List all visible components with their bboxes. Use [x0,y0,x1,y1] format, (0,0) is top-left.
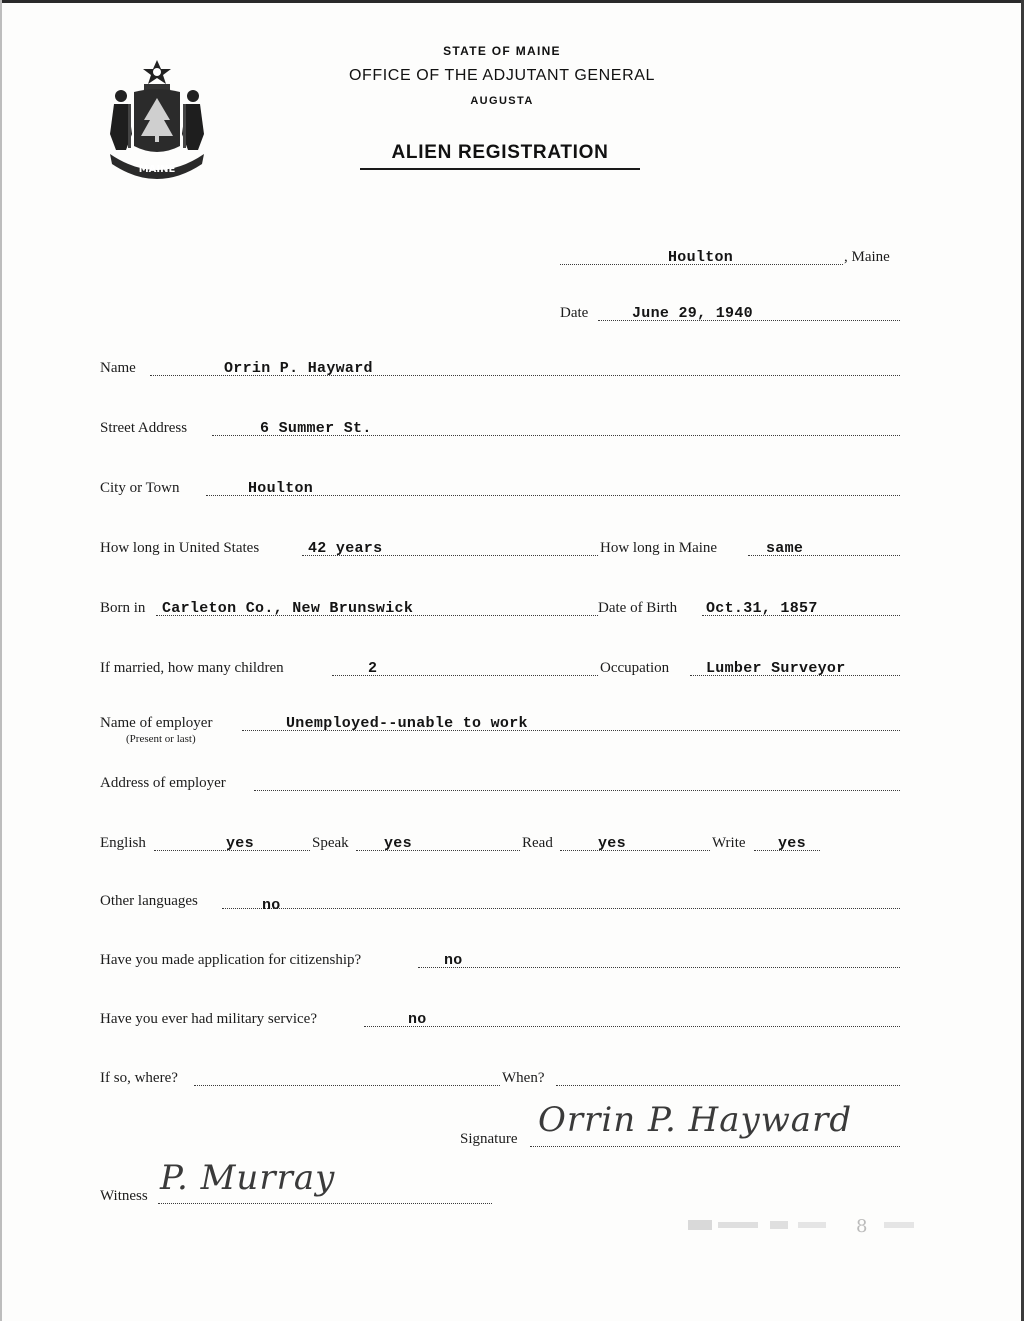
born-label: Born in [100,600,146,616]
employer-address-line [254,790,900,791]
city-row [100,475,900,501]
english-value: yes [226,835,254,852]
languages-line [222,908,900,909]
city-value: Houlton [248,480,314,497]
city-label: City or Town [100,480,180,496]
military-line [364,1026,900,1027]
occupation-label: Occupation [600,660,670,676]
read-value: yes [598,835,626,852]
citizenship-line [418,967,900,968]
when-label: When? [502,1070,545,1086]
seal-motto: MAINE [138,164,176,175]
write-label: Write [712,835,746,851]
family-row [100,655,900,681]
speak-label: Speak [312,835,349,851]
military-label: Have you ever had military service? [100,1011,317,1027]
employer-address-label: Address of employer [100,775,226,791]
witness-label: Witness [100,1188,148,1204]
dob-value: Oct.31, 1857 [706,600,818,617]
employer-label: Name of employer [100,715,213,731]
place-suffix: , Maine [844,249,890,265]
birth-row [100,595,900,621]
citizenship-value: no [444,952,463,969]
service-details-row [100,1065,900,1091]
english-row [100,830,900,856]
witness-signature: P. Murray [160,1158,336,1198]
languages-label: Other languages [100,893,198,909]
name-value: Orrin P. Hayward [224,360,373,377]
when-line [556,1085,900,1086]
children-value: 2 [368,660,378,677]
languages-value: no [262,897,281,914]
employer-sublabel: (Present or last) [126,733,196,745]
where-line [194,1085,500,1086]
speak-value: yes [384,835,412,852]
city-heading: AUGUSTA [470,95,534,107]
military-value: no [408,1011,427,1028]
read-label: Read [522,835,553,851]
maine-seal-icon [104,58,210,180]
witness-line [158,1203,492,1204]
employer-value: Unemployed--unable to work [286,715,528,732]
where-label: If so, where? [100,1070,178,1086]
office-heading: OFFICE OF THE ADJUTANT GENERAL [348,67,656,84]
born-value: Carleton Co., New Brunswick [162,600,414,617]
signature-line [530,1146,900,1147]
place-value: Houlton [668,249,734,266]
employer-row [100,710,900,745]
state-heading: STATE OF MAINE [443,44,561,58]
street-value: 6 Summer St. [260,420,372,437]
military-row [100,1006,900,1032]
title-underline [360,168,640,170]
street-label: Street Address [100,420,188,436]
occupation-value: Lumber Surveyor [706,660,846,677]
citizenship-row [100,947,900,973]
signature-label: Signature [460,1131,518,1147]
write-value: yes [778,835,806,852]
name-row [100,355,900,381]
languages-row [100,888,900,914]
street-row [100,415,900,441]
us-length-value: 42 years [308,540,383,557]
dob-label: Date of Birth [598,600,678,616]
archive-stamp [688,1212,928,1236]
residence-row [100,535,900,561]
scan-top-edge [0,0,1024,3]
name-label: Name [100,360,136,376]
us-length-label: How long in United States [100,540,260,556]
children-label: If married, how many children [100,660,284,676]
citizenship-label: Have you made application for citizenship? [100,952,362,968]
place-row [560,244,904,270]
speak-line [356,850,520,851]
scan-left-edge [0,0,2,1321]
faded-stamp-icon [688,1212,928,1236]
maine-length-label: How long in Maine [600,540,718,556]
english-label: English [100,835,146,851]
form-title: ALIEN REGISTRATION [391,142,609,163]
maine-length-value: same [766,540,804,557]
date-row [560,300,900,326]
read-line [560,850,710,851]
applicant-signature: Orrin P. Hayward [538,1100,853,1140]
employer-address-row [100,770,900,796]
stamp-number: 8 [856,1216,868,1236]
date-value: June 29, 1940 [632,305,753,322]
date-label: Date [560,305,589,321]
